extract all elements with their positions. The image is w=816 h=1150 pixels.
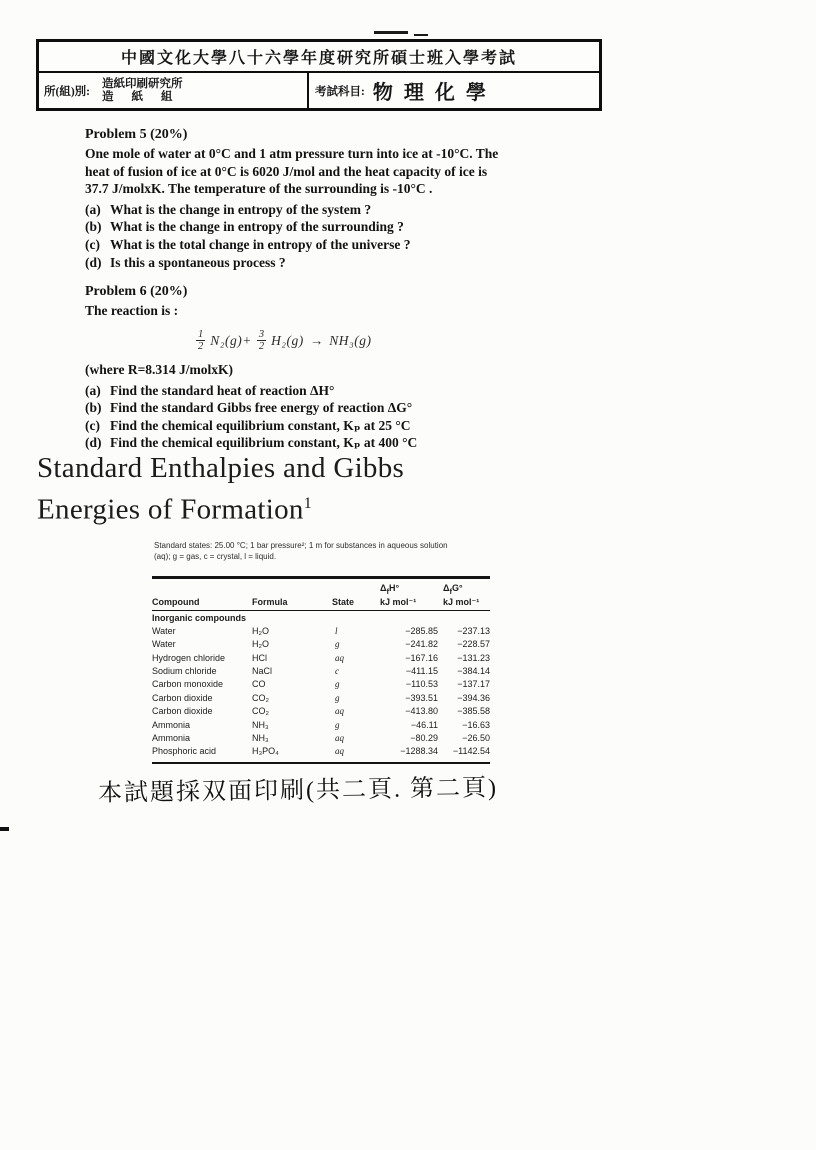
- cell-gibbs: −237.13: [457, 625, 490, 636]
- cell-formula: NH₃: [252, 719, 269, 730]
- cell-formula: H₃PO₄: [252, 746, 279, 757]
- cell-compound: Phosphoric acid: [152, 746, 217, 757]
- reaction-equation: [193, 326, 533, 356]
- item-text: What is the change in entropy of the surrounding ?: [110, 219, 404, 235]
- header-state: State: [332, 596, 355, 607]
- table-row: [152, 678, 490, 691]
- problem5-body: [85, 145, 533, 198]
- fraction-numerator: 3: [258, 329, 265, 341]
- problem6-items: [85, 382, 533, 452]
- cell-compound: Carbon monoxide: [152, 679, 224, 690]
- table-row: [152, 692, 490, 705]
- cell-formula: H₂O: [252, 639, 269, 650]
- cell-gibbs: −385.58: [457, 706, 490, 717]
- heading-line1: Standard Enthalpies and Gibbs: [37, 452, 405, 484]
- cell-gibbs: −394.36: [457, 692, 490, 703]
- cell-enthalpy: −413.80: [405, 706, 438, 717]
- cell-state: aq: [335, 706, 344, 717]
- question-item: [85, 236, 533, 254]
- cell-state: c: [335, 666, 339, 677]
- reaction-arrow: →: [309, 332, 324, 348]
- item-text: What is the total change in entropy of the universe ?: [110, 236, 411, 252]
- cell-gibbs: −1142.54: [452, 746, 490, 757]
- problem5-title: Problem 5 (20%): [85, 127, 188, 142]
- table-row: [152, 705, 490, 718]
- subject-label: 考試科目:: [315, 85, 365, 98]
- item-text: Is this a spontaneous process ?: [110, 254, 286, 270]
- reaction-intro: The reaction is :: [85, 303, 179, 318]
- fraction-numerator: 1: [198, 329, 204, 341]
- note-line1: Standard states: 25.00 °C; 1 bar pressure²; 1 m for substances in aqueous solution: [154, 541, 448, 550]
- header-delta-h: $\Delta_fH^\circ$ kJ mol⁻¹: [380, 583, 443, 607]
- header-bottom-row: [39, 73, 599, 108]
- question-item: [85, 201, 533, 219]
- problem6-title: Problem 6 (20%): [85, 284, 188, 299]
- cell-compound: Hydrogen chloride: [152, 652, 226, 663]
- table-row: [152, 719, 490, 732]
- department-name-line1: 造紙印刷研究所: [102, 77, 183, 90]
- table-row: [152, 625, 490, 638]
- department-label: 所(組)別:: [44, 85, 90, 98]
- question-item: [85, 254, 533, 272]
- standard-states-note: [154, 541, 504, 562]
- fraction-one-half: [196, 329, 205, 352]
- header-compound: Compound: [152, 596, 200, 607]
- handwritten-page-note: 本試題採双面印刷(共二頁. 第二頁): [97, 775, 499, 807]
- cell-gibbs: −384.14: [457, 666, 490, 677]
- unit-kj-mol: kJ mol⁻¹: [380, 596, 417, 607]
- cell-compound: Ammonia: [152, 719, 191, 730]
- cell-state: g: [335, 692, 340, 703]
- cell-formula: CO₂: [252, 692, 269, 703]
- heading-line2: Energies of Formation$^1$: [37, 493, 313, 526]
- note-line2: (aq); g = gas, c = crystal, l = liquid.: [154, 551, 277, 561]
- item-label: (d): [85, 435, 102, 451]
- equation-term-h2: H₂(g): [271, 332, 304, 348]
- header-delta-g: $\Delta_fG^\circ$ kJ mol⁻¹: [443, 583, 490, 607]
- scan-artifact-dash: [0, 827, 9, 831]
- body-line: One mole of water at 0°C and 1 atm pressure turn into ice at -10°C. The: [85, 146, 499, 161]
- item-text: Find the standard Gibbs free energy of reaction ΔG°: [110, 400, 413, 416]
- cell-enthalpy: −46.11: [410, 719, 438, 730]
- thermo-table: [152, 576, 490, 764]
- item-text: Find the standard heat of reaction ΔH°: [110, 382, 335, 398]
- cell-compound: Carbon dioxide: [152, 706, 213, 717]
- cell-state: aq: [335, 652, 344, 663]
- table-section-header: Inorganic compounds: [152, 612, 247, 623]
- problem5-items: [85, 201, 533, 271]
- question-item: [85, 417, 533, 435]
- fraction-denominator: 2: [258, 341, 265, 353]
- table-row: [152, 732, 490, 745]
- question-item: [85, 218, 533, 236]
- cell-formula: H₂O: [252, 625, 269, 636]
- cell-formula: CO₂: [252, 706, 269, 717]
- fraction-denominator: 2: [198, 341, 204, 353]
- question-item: [85, 399, 533, 417]
- item-text: Find the chemical equilibrium constant, Kₚ at 25 °C: [110, 417, 411, 433]
- unit-kj-mol: kJ mol⁻¹: [443, 596, 480, 607]
- reference-heading: [37, 450, 404, 528]
- fraction-three-halves: [257, 329, 266, 352]
- cell-gibbs: −16.63: [462, 719, 490, 730]
- item-label: (c): [85, 236, 100, 252]
- body-line: heat of fusion of ice at 0°C is 6020 J/mol and the heat capacity of ice is: [85, 163, 488, 179]
- header-formula: Formula: [252, 596, 288, 607]
- cell-compound: Water: [152, 625, 176, 636]
- department-cell: [39, 73, 309, 108]
- cell-compound: Ammonia: [152, 733, 191, 744]
- cell-state: g: [335, 639, 340, 650]
- table-row: [152, 745, 490, 758]
- item-label: (a): [85, 382, 101, 398]
- cell-formula: CO: [252, 679, 266, 690]
- cell-gibbs: −137.17: [457, 679, 490, 690]
- cell-enthalpy: −411.15: [405, 666, 438, 677]
- subject-value: 物理化學: [372, 82, 497, 104]
- cell-state: g: [335, 679, 340, 690]
- cell-enthalpy: −241.82: [405, 639, 438, 650]
- cell-state: aq: [335, 746, 344, 757]
- cell-formula: NH₃: [252, 733, 269, 744]
- cell-formula: NaCl: [252, 666, 273, 677]
- table-header-row: [152, 579, 490, 611]
- item-label: (a): [85, 201, 101, 217]
- cell-compound: Carbon dioxide: [152, 692, 213, 703]
- cell-enthalpy: −393.51: [405, 692, 438, 703]
- cell-formula: HCl: [252, 652, 267, 663]
- cell-enthalpy: −285.85: [405, 625, 438, 636]
- item-text: What is the change in entropy of the system ?: [110, 201, 372, 217]
- cell-state: aq: [335, 733, 344, 744]
- cell-gibbs: −26.50: [462, 733, 490, 744]
- gas-constant-note: (where R=8.314 J/molxK): [85, 361, 234, 377]
- cell-enthalpy: −167.16: [405, 652, 438, 663]
- cell-enthalpy: −80.29: [410, 733, 438, 744]
- item-label: (c): [85, 417, 100, 433]
- department-name: [102, 78, 191, 104]
- exam-header-box: [36, 39, 602, 111]
- question-item: [85, 382, 533, 400]
- cell-state: l: [335, 625, 338, 636]
- body-line: 37.7 J/molxK. The temperature of the surrounding is -10°C .: [85, 181, 433, 197]
- scan-artifact-dash: [374, 31, 408, 34]
- cell-gibbs: −228.57: [457, 639, 490, 650]
- item-label: (d): [85, 254, 102, 270]
- problem5-section: [85, 126, 533, 271]
- cell-enthalpy: −110.53: [405, 679, 438, 690]
- cell-compound: Sodium chloride: [152, 666, 217, 677]
- item-label: (b): [85, 219, 102, 235]
- table-row: [152, 638, 490, 651]
- scan-artifact-dash: [414, 34, 428, 36]
- cell-enthalpy: −1288.34: [400, 746, 438, 757]
- department-name-line2: 造紙組: [102, 90, 191, 103]
- table-row: [152, 652, 490, 665]
- exam-title: 中國文化大學八十六學年度研究所碩士班入學考試: [39, 42, 599, 73]
- equation-term-n2: N₂(g)+: [210, 332, 252, 348]
- cell-gibbs: −131.23: [457, 652, 490, 663]
- table-body: [152, 625, 490, 762]
- equation-term-nh3: NH₃(g): [329, 332, 372, 348]
- item-text: Find the chemical equilibrium constant, Kₚ at 400 °C: [110, 435, 418, 451]
- cell-state: g: [335, 719, 340, 730]
- footnote-superscript: 1: [303, 495, 313, 512]
- item-label: (b): [85, 400, 102, 416]
- problem6-section: [85, 283, 533, 452]
- subject-cell: [309, 73, 599, 108]
- cell-compound: Water: [152, 639, 176, 650]
- table-row: [152, 665, 490, 678]
